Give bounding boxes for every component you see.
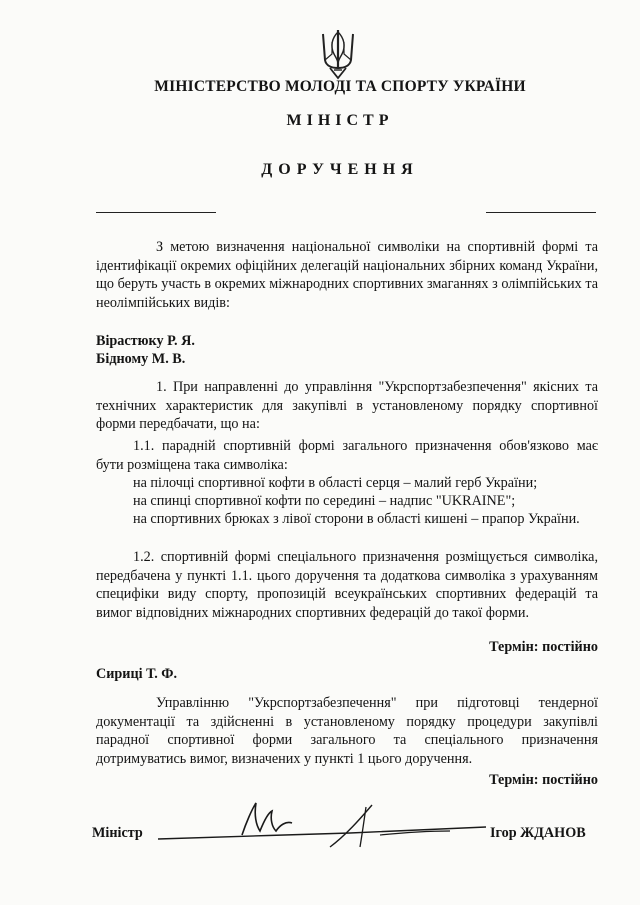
position-heading: МІНІСТР [286, 112, 394, 129]
handwritten-signature-icon [150, 795, 490, 855]
trident-emblem-icon [318, 24, 358, 82]
intro-paragraph: З метою визначення національної символіки на спортивній формі та ідентифікації окремих офіційних делегацій національних збірних команд України, що беруть участь в окремих міжнародних спортивних змаганнях з олімпійських та неолімпійських видів: [96, 239, 598, 311]
term-1: Термін: постійно [489, 639, 598, 655]
ministry-heading: МІНІСТЕРСТВО МОЛОДІ ТА СПОРТУ УКРАЇНИ [154, 78, 526, 95]
item-1-2-paragraph: 1.2. спортивній формі спеціального призначення розміщується символіка, передбачена у пункті 1.1. цього доручення та додаткова символіка з урахуванням специфіки виду спорту, пропозицій всеукраїнських спортивних федерацій та вимог відповідних міжнародних спортивних федерацій до такої форми. [96, 549, 598, 621]
signature-position: Міністр [92, 825, 143, 841]
symbol-line-chest: на пілочці спортивної кофти в області серця – малий герб України; [133, 475, 538, 491]
item-2-paragraph: Управлінню "Укрспортзабезпечення" при підготовці тендерної документації та здійсненні в установленому порядку процедури закупівлі парадної спортивної форми загального та спеціального призначення дотримуватись вимог, визначених у пункті 1 цього доручення. [96, 695, 598, 767]
number-line [486, 212, 596, 213]
addressee-bidnyi: Бідному М. В. [96, 351, 186, 367]
symbol-line-back: на спинці спортивної кофти по середині – надпис "UKRAINE"; [133, 493, 516, 509]
document-type-heading: ДОРУЧЕННЯ [261, 161, 419, 178]
date-line [96, 212, 216, 213]
term-2: Термін: постійно [489, 772, 598, 788]
addressee-syrytsia: Сириці Т. Ф. [96, 666, 178, 682]
item-1-1-paragraph: 1.1. парадній спортивній формі загального призначення обов'язково має бути розміщена така символіка: [96, 438, 598, 473]
symbol-line-trousers: на спортивних брюках з лівої сторони в області кишені – прапор України. [133, 511, 580, 527]
item-1-paragraph: 1. При направленні до управління "Укрспортзабезпечення" якісних та технічних характеристик для закупівлі в установленому порядку спортивної форми передбачати, що на: [96, 379, 598, 433]
signature-name: Ігор ЖДАНОВ [490, 825, 586, 841]
addressee-virastiuk: Вірастюку Р. Я. [96, 333, 195, 349]
